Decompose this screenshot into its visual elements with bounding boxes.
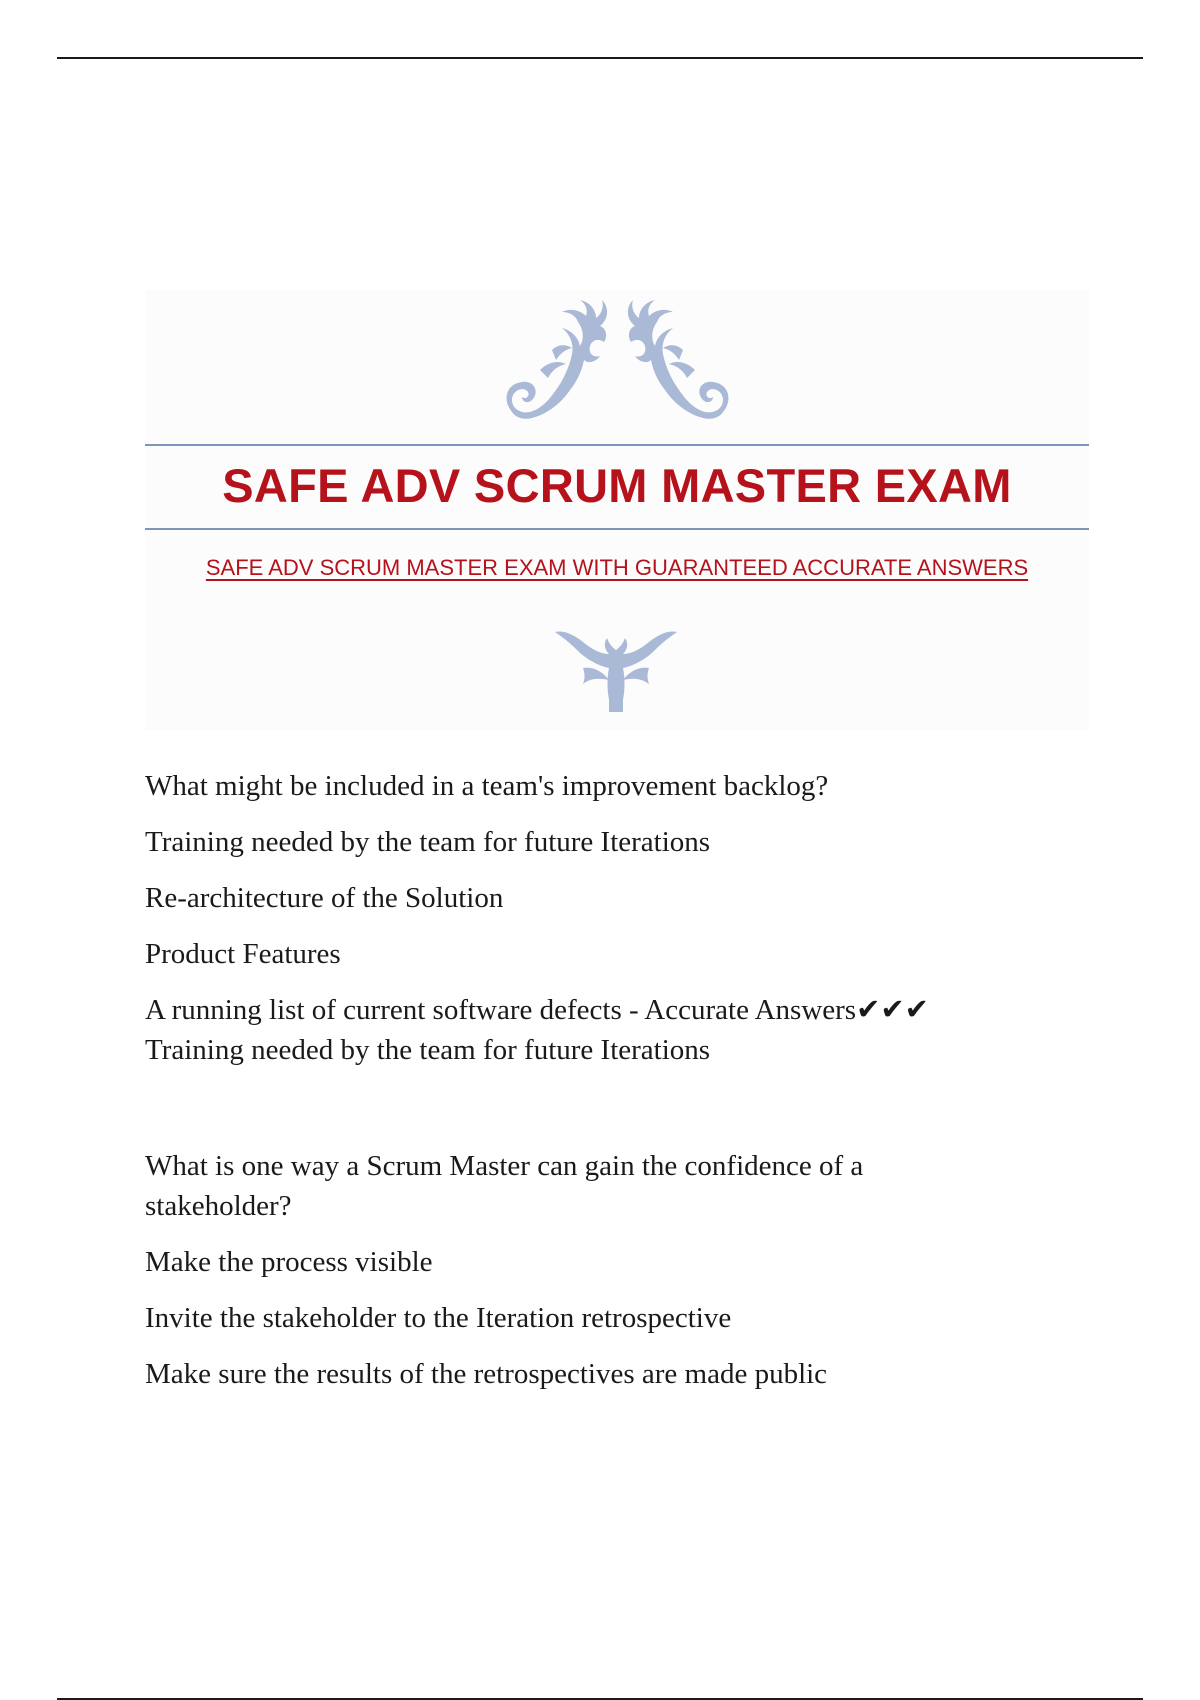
document-subtitle: SAFE ADV SCRUM MASTER EXAM WITH GUARANTEED ACCURATE ANSWERS — [205, 555, 1029, 580]
answer-option: Re-architecture of the Solution — [145, 882, 504, 914]
question-block — [145, 766, 1045, 1070]
correct-answer: Training needed by the team for future Iterations — [145, 1034, 711, 1066]
document-title: SAFE ADV SCRUM MASTER EXAM — [222, 459, 1012, 512]
answer-option: Training needed by the team for future Iterations — [145, 826, 711, 858]
question-text: What might be included in a team's improvement backlog? — [145, 770, 829, 802]
title-rule-lower — [145, 528, 1089, 530]
answer-option: A running list of current software defects - Accurate Answers✔✔✔ — [145, 994, 929, 1026]
question-text: What is one way a Scrum Master can gain the confidence of a stakeholder? — [145, 1150, 864, 1222]
answer-option: Make sure the results of the retrospectives are made public — [145, 1358, 828, 1390]
title-rule-upper — [145, 444, 1089, 446]
fleuron-ornament — [553, 628, 679, 712]
answer-option: Product Features — [145, 938, 341, 970]
answer-option: Make the process visible — [145, 1246, 433, 1278]
question-block — [145, 1146, 1045, 1394]
floral-scroll-ornament — [500, 300, 735, 425]
answer-option: Invite the stakeholder to the Iteration retrospective — [145, 1302, 732, 1334]
header-rule — [57, 57, 1143, 59]
